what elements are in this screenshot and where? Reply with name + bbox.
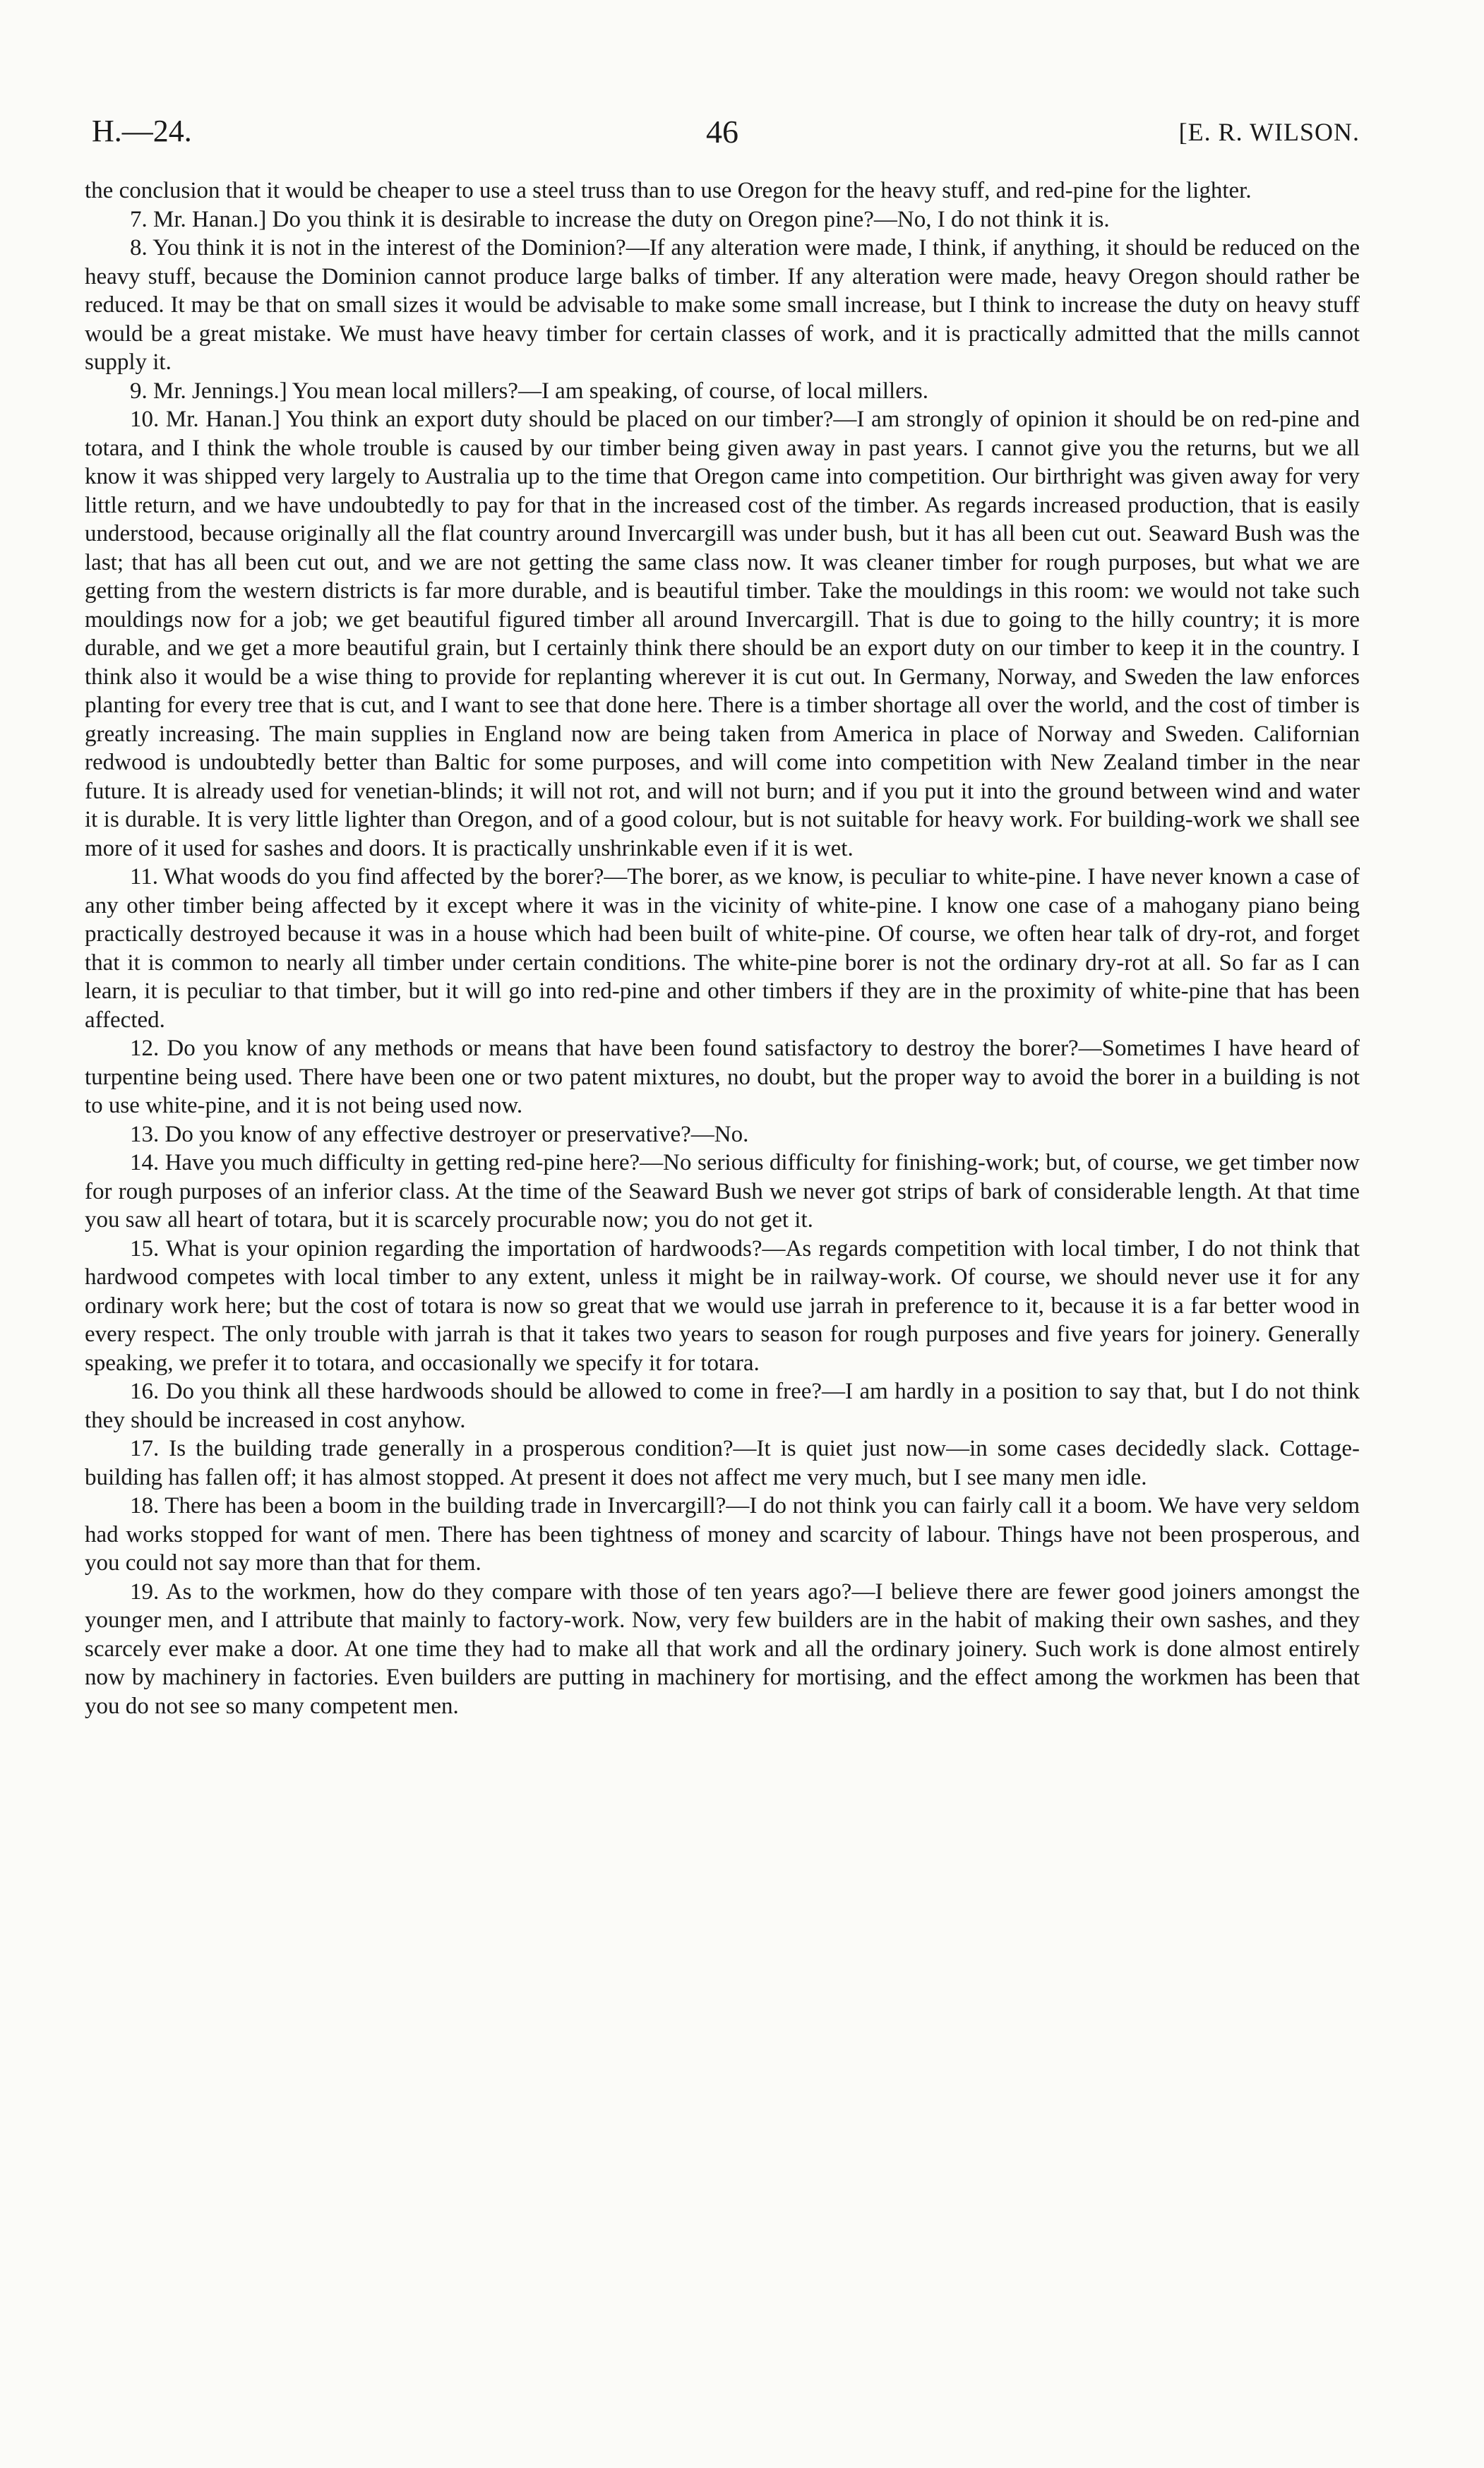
paragraph: 19. As to the workmen, how do they compare with those of ten years ago?—I believe there are fewer good joiners amongst the younger men, and I attribute that mainly to factory-work. Now, very few builders are in the habit of making their own sashes, and they scarcely ever make a door. At one time they had to make all that work and all the ordinary joinery. Such work is done almost entirely now by machinery in factories. Even builders are putting in machinery for mortising, and the effect among the workmen has been that you do not see so many competent men. xyxy=(85,1579,1360,1719)
witness-name: [E. R. WILSON. xyxy=(1178,118,1360,146)
page-header xyxy=(85,113,1360,155)
paragraph: 7. Mr. Hanan.] Do you think it is desirable to increase the duty on Oregon pine?—No, I do not think it is. xyxy=(130,206,1110,232)
paragraph: 17. Is the building trade generally in a prosperous condition?—It is quiet just now—in some cases decidedly slack. Cottage-building has fallen off; it has almost stopped. At present it does not affect me very much, but I see many men idle. xyxy=(85,1436,1360,1490)
paragraph: 10. Mr. Hanan.] You think an export duty should be placed on our timber?—I am strongly of opinion it should be on red-pine and totara, and I think the whole trouble is caused by our timber being given away in past years. I cannot give you the returns, but we all know it was shipped very largely to Australia up to the time that Oregon came into competition. Our birthright was given away for very little return, and we have undoubtedly to pay for that in the increased cost of the timber. As regards increased production, that is easily understood, because originally all the flat country around Invercargill was under bush, but it has all been cut out. Seaward Bush was the last; that has all been cut out, and we are not getting the same class now. It was cleaner timber for rough purposes, but what we are getting from the western districts is far more durable, and is beautiful timber. Take the mouldings in this room: we would not take such mouldings now for a job; we get beautiful figured timber all around Invercargill. That is due to going to the hilly country; it is more durable, and we get a more beautiful grain, but I certainly think there should be an export duty on our timber to keep it in the country. I think also it would be a wise thing to provide for replanting wherever it is cut out. In Germany, Norway, and Sweden the law enforces planting for every tree that is cut, and I want to see that done here. There is a timber shortage all over the world, and the cost of timber is greatly increasing. The main supplies in England now are being taken from America in place of Norway and Sweden. Californian redwood is undoubtedly better than Baltic for some purposes, and will come into competition with New Zealand timber in the near future. It is already used for venetian-blinds; it will not rot, and will not burn; and if you put it into the ground between wind and water it is durable. It is very little lighter than Oregon, and of a good colour, but is not suitable for heavy work. For building-work we shall see more of it used for sashes and doors. It is practically unshrinkable even if it is wet. xyxy=(85,407,1360,861)
document-body xyxy=(85,176,1360,1720)
paragraph: 16. Do you think all these hardwoods should be allowed to come in free?—I am hardly in a position to say that, but I do not think they should be increased in cost anyhow. xyxy=(85,1379,1360,1433)
document-page xyxy=(85,113,1360,1720)
document-reference: H.—24. xyxy=(92,114,192,148)
paragraph: 18. There has been a boom in the building trade in Invercargill?—I do not think you can fairly call it a boom. We have very seldom had works stopped for want of men. There has been tightness of money and scarcity of labour. Things have not been prosperous, and you could not say more than that for them. xyxy=(85,1493,1360,1576)
paragraph: 11. What woods do you find affected by the borer?—The borer, as we know, is peculiar to white-pine. I have never known a case of any other timber being affected by it except where it was in the vicinity of white-pine. I know one case of a mahogany piano being practically destroyed because it was in a house which had been built of white-pine. Of course, we often hear talk of dry-rot, and forget that it is common to nearly all timber under certain conditions. The white-pine borer is not the ordinary dry-rot at all. So far as I can learn, it is peculiar to that timber, but it will go into red-pine and other timbers if they are in the proximity of white-pine that has been affected. xyxy=(85,864,1360,1033)
paragraph: 9. Mr. Jennings.] You mean local millers?—I am speaking, of course, of local millers. xyxy=(130,378,928,404)
paragraph: the conclusion that it would be cheaper to use a steel truss than to use Oregon for the heavy stuff, and red-pine for the lighter. xyxy=(85,178,1252,203)
paragraph: 13. Do you know of any effective destroyer or preservative?—No. xyxy=(130,1121,749,1147)
paragraph: 15. What is your opinion regarding the importation of hardwoods?—As regards competition with local timber, I do not think that hardwood competes with local timber to any extent, unless it might be in railway-work. Of course, we should never use it for any ordinary work here; but the cost of totara is now so great that we would use jarrah in preference to it, because it is a far better wood in every respect. The only trouble with jarrah is that it takes two years to season for rough purposes and five years for joinery. Generally speaking, we prefer it to totara, and occasionally we specify it for totara. xyxy=(85,1235,1360,1376)
page-number: 46 xyxy=(706,114,738,150)
paragraph: 14. Have you much difficulty in getting red-pine here?—No serious difficulty for finishing-work; but, of course, we get timber now for rough purposes of an inferior class. At the time of the Seaward Bush we never got strips of bark of considerable length. At that time you saw all heart of totara, but it is scarcely procurable now; you do not get it. xyxy=(85,1150,1360,1233)
paragraph: 8. You think it is not in the interest of the Dominion?—If any alteration were made, I think, if anything, it should be reduced on the heavy stuff, because the Dominion cannot produce large balks of timber. If any alteration were made, heavy Oregon should rather be reduced. It may be that on small sizes it would be advisable to make some small increase, but I think to increase the duty on heavy stuff would be a great mistake. We must have heavy timber for certain classes of work, and it is practically admitted that the mills cannot supply it. xyxy=(85,235,1360,375)
paragraph: 12. Do you know of any methods or means that have been found satisfactory to destroy the borer?—Sometimes I have heard of turpentine being used. There have been one or two patent mixtures, no doubt, but the proper way to avoid the borer in a building is not to use white-pine, and it is not being used now. xyxy=(85,1036,1360,1118)
